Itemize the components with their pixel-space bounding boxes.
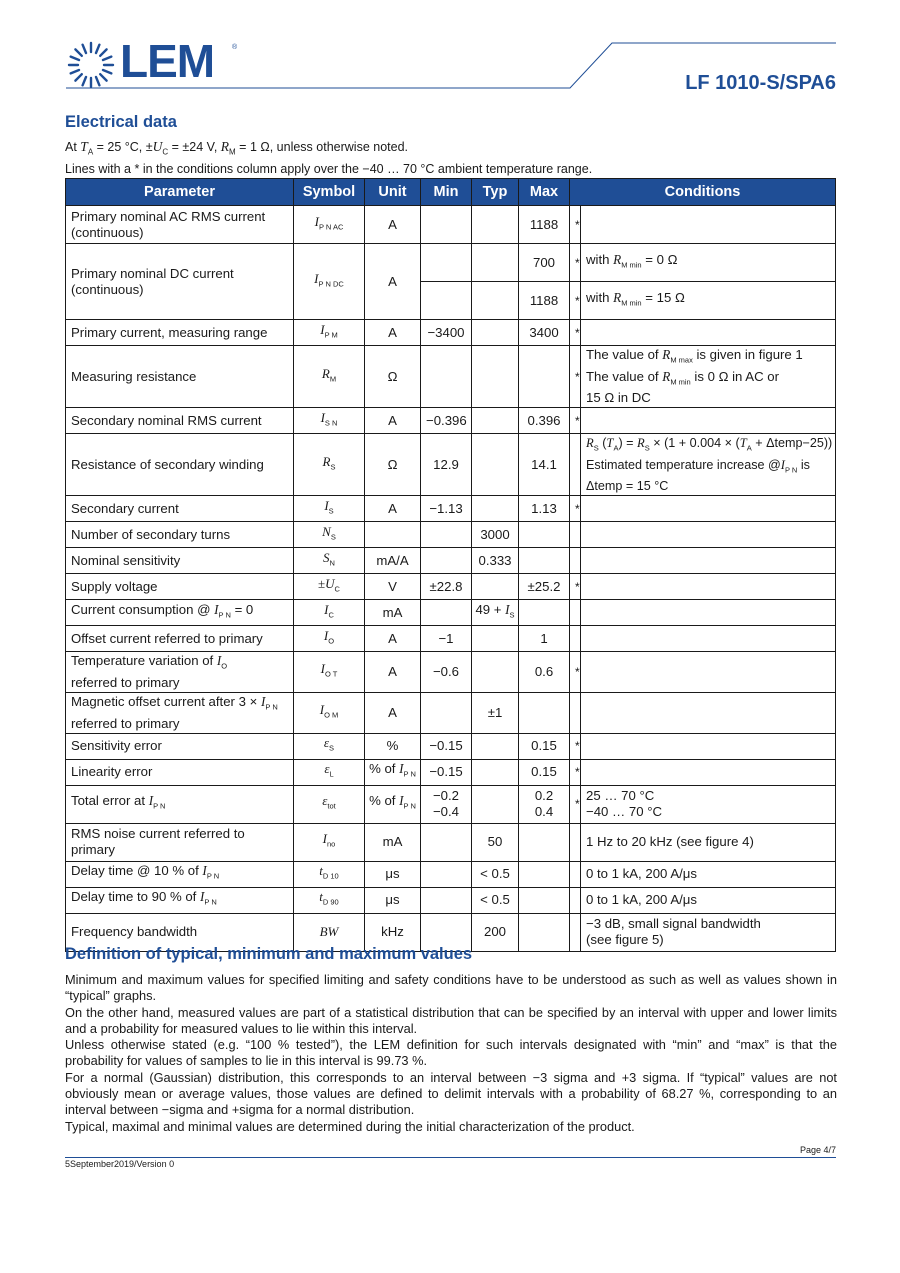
typ-cell [472,652,519,693]
table-row [66,785,836,823]
unit-cell: A [365,408,421,434]
intro-line-1: At $T_A = 25$ °C, $\pm U_C = \pm 24$ V, $R_M = 1$ Ω, unless otherwise noted. [65,139,408,157]
typ-cell: 3000 [472,522,519,548]
symbol-cell: $t_{D 10}$ [294,861,365,887]
unit-cell: A [365,626,421,652]
symbol-cell: $t_{D 90}$ [294,887,365,913]
star-cell: * [570,244,581,282]
min-cell [421,887,472,913]
conditions-cell [581,652,836,693]
col-header-min: Min [421,179,472,206]
max-cell [519,887,570,913]
table-row [66,733,836,759]
symbol-cell: $N_S$ [294,522,365,548]
star-cell: * [570,759,581,785]
page-number: Page 4/7 [799,1145,836,1155]
min-cell: −0.2 −0.4 [421,785,472,823]
max-cell: 0.6 [519,652,570,693]
star-cell [570,861,581,887]
col-header-typ: Typ [472,179,519,206]
typ-cell: ±1 [472,692,519,733]
table-row [66,887,836,913]
max-cell: 0.2 0.4 [519,785,570,823]
typ-cell [472,496,519,522]
max-cell: 1 [519,626,570,652]
unit-cell: % of $I_{P N}$ [365,785,421,823]
conditions-cell: with $R_{M min} = 0$ Ω [581,244,836,282]
max-cell: 0.15 [519,759,570,785]
param-cell: Nominal sensitivity [66,548,294,574]
conditions-cell [581,206,836,244]
star-cell: * [570,496,581,522]
table-row [66,244,836,282]
col-header-max: Max [519,179,570,206]
unit-cell: kHz [365,913,421,951]
unit-cell: μs [365,861,421,887]
unit-cell: Ω [365,434,421,496]
definition-paragraph: Unless otherwise stated (e.g. “100 % tested”), the LEM definition for such intervals designated with “min” and “max” is that the probability for values of samples to lie in this interval is 99.73 %. [65,1037,837,1069]
param-cell: Delay time to 90 % of $I_{P N}$ [66,887,294,913]
section-title-electrical: Electrical data [65,113,177,131]
conditions-cell [581,522,836,548]
symbol-cell: $I_O$ [294,626,365,652]
logo-text: LEM [120,35,215,87]
intro-line-2: Lines with a * in the conditions column apply over the −40 … 70 °C ambient temperature range. [65,161,593,176]
star-cell: * [570,346,581,408]
symbol-cell: $I_{S N}$ [294,408,365,434]
electrical-data-table [65,178,836,952]
min-cell [421,600,472,626]
col-header-unit: Unit [365,179,421,206]
typ-cell [472,733,519,759]
star-cell [570,434,581,496]
symbol-cell: $S_N$ [294,548,365,574]
min-cell: −3400 [421,320,472,346]
param-cell: Number of secondary turns [66,522,294,548]
unit-cell: A [365,496,421,522]
unit-cell: mA/A [365,548,421,574]
max-cell: 700 [519,244,570,282]
star-cell [570,823,581,861]
definition-paragraph: Minimum and maximum values for specified limiting and safety conditions have to be understood as such as well as values shown in “typical” graphs. [65,972,837,1004]
min-cell [421,282,472,320]
col-header-conditions: Conditions [570,179,836,206]
typ-cell [472,346,519,408]
min-cell [421,244,472,282]
min-cell: −0.6 [421,652,472,693]
version-info: 5September2019/Version 0 [65,1159,175,1169]
typ-cell: 0.333 [472,548,519,574]
min-cell [421,861,472,887]
param-cell: Sensitivity error [66,733,294,759]
conditions-cell: 0 to 1 kA, 200 A/μs [581,861,836,887]
conditions-cell [581,626,836,652]
conditions-cell [581,548,836,574]
min-cell: −1.13 [421,496,472,522]
unit-cell: A [365,244,421,320]
table-header-row [66,179,836,206]
typ-cell [472,408,519,434]
param-cell: Delay time @ 10 % of $I_{P N}$ [66,861,294,887]
symbol-cell: $I_{O M}$ [294,692,365,733]
table-row [66,346,836,408]
footer-divider [65,1157,836,1158]
typ-cell: < 0.5 [472,887,519,913]
param-cell: RMS noise current referred to primary [66,823,294,861]
table-row [66,548,836,574]
conditions-cell [581,320,836,346]
symbol-cell: BW [294,913,365,951]
typ-cell [472,759,519,785]
col-header-parameter: Parameter [66,179,294,206]
param-cell: Offset current referred to primary [66,626,294,652]
table-row [66,320,836,346]
typ-cell [472,574,519,600]
param-cell: Linearity error [66,759,294,785]
max-cell: 1.13 [519,496,570,522]
section-title-definition: Definition of typical, minimum and maximum values [65,945,473,963]
registered-mark: ® [232,44,238,51]
symbol-cell: $I_{P M}$ [294,320,365,346]
document-title: LF 1010-S/SPA6 [685,72,836,94]
symbol-cell: $I_{P N DC}$ [294,244,365,320]
typ-cell: < 0.5 [472,861,519,887]
typ-cell [472,206,519,244]
max-cell [519,823,570,861]
conditions-cell [581,600,836,626]
conditions-cell [581,692,836,733]
table-row [66,692,836,733]
typ-cell: 200 [472,913,519,951]
min-cell: 12.9 [421,434,472,496]
typ-cell [472,434,519,496]
typ-cell [472,626,519,652]
param-cell: Measuring resistance [66,346,294,408]
table-row [66,434,836,496]
conditions-cell: with $R_{M min} = 15$ Ω [581,282,836,320]
unit-cell: % [365,733,421,759]
symbol-cell: $I_S$ [294,496,365,522]
table-row [66,626,836,652]
symbol-cell: $\pm U_C$ [294,574,365,600]
symbol-cell: $\varepsilon_L$ [294,759,365,785]
min-cell [421,206,472,244]
conditions-cell: The value of $R_{M max}$ is given in figure 1 The value of $R_{M min}$ is 0 Ω in AC or 15 Ω in DC [581,346,836,408]
star-cell: * [570,574,581,600]
intro-conditions [65,139,845,177]
max-cell: 0.396 [519,408,570,434]
max-cell [519,692,570,733]
star-cell: * [570,785,581,823]
star-cell: * [570,733,581,759]
min-cell [421,823,472,861]
max-cell: 14.1 [519,434,570,496]
conditions-cell [581,496,836,522]
max-cell: 0.15 [519,733,570,759]
unit-cell: A [365,206,421,244]
max-cell [519,861,570,887]
star-cell: * [570,282,581,320]
min-cell [421,346,472,408]
max-cell: 3400 [519,320,570,346]
conditions-cell [581,574,836,600]
unit-cell: μs [365,887,421,913]
star-cell [570,600,581,626]
param-cell: Total error at $I_{P N}$ [66,785,294,823]
typ-cell [472,785,519,823]
param-cell: Primary current, measuring range [66,320,294,346]
param-cell: Resistance of secondary winding [66,434,294,496]
min-cell: −1 [421,626,472,652]
max-cell: ±25.2 [519,574,570,600]
table-row [66,823,836,861]
min-cell [421,692,472,733]
col-header-symbol: Symbol [294,179,365,206]
param-cell: Secondary nominal RMS current [66,408,294,434]
min-cell: −0.15 [421,759,472,785]
symbol-cell: $R_M$ [294,346,365,408]
min-cell [421,548,472,574]
min-cell: −0.396 [421,408,472,434]
param-cell: Magnetic offset current after $3 \times I_{P N}$ referred to primary [66,692,294,733]
definition-paragraph: For a normal (Gaussian) distribution, this corresponds to an interval between −3 sigma and +3 sigma. If “typical” values are not obviously mean or average values, those values are defined to delimit intervals with a probability of 68.27 %, corresponding to an interval between −sigma and +sigma for a normal distribution. [65,1069,837,1118]
unit-cell: mA [365,600,421,626]
max-cell [519,913,570,951]
symbol-cell: $\varepsilon_S$ [294,733,365,759]
star-cell [570,887,581,913]
unit-cell [365,522,421,548]
max-cell [519,600,570,626]
typ-cell: 50 [472,823,519,861]
conditions-cell: $R_S$ $(T_A) = R_S \times (1 + 0.004 \times (T_A$ + Δtemp−25)) Estimated temperature increase $@I_{P N}$ is Δtemp = 15 °C [581,434,836,496]
param-cell: Primary nominal AC RMS current (continuous) [66,206,294,244]
unit-cell: A [365,692,421,733]
typ-cell: $49 + I_S$ [472,600,519,626]
unit-cell: Ω [365,346,421,408]
max-cell [519,548,570,574]
unit-cell: V [365,574,421,600]
conditions-cell: 0 to 1 kA, 200 A/μs [581,887,836,913]
symbol-cell: $R_S$ [294,434,365,496]
typ-cell [472,282,519,320]
star-cell: * [570,320,581,346]
conditions-cell: 1 Hz to 20 kHz (see figure 4) [581,823,836,861]
star-cell [570,548,581,574]
star-cell: * [570,408,581,434]
min-cell: −0.15 [421,733,472,759]
conditions-cell: 25 … 70 °C −40 … 70 °C [581,785,836,823]
conditions-cell [581,759,836,785]
conditions-cell [581,733,836,759]
symbol-cell: $I_{P N AC}$ [294,206,365,244]
max-cell: 1188 [519,282,570,320]
star-cell: * [570,206,581,244]
symbol-cell: $I_{no}$ [294,823,365,861]
table-row [66,206,836,244]
param-cell: Secondary current [66,496,294,522]
min-cell [421,522,472,548]
max-cell [519,346,570,408]
star-cell [570,626,581,652]
symbol-cell: $I_C$ [294,600,365,626]
symbol-cell: $\varepsilon_{tot}$ [294,785,365,823]
param-cell: Primary nominal DC current (continuous) [66,244,294,320]
conditions-cell: −3 dB, small signal bandwidth (see figure 5) [581,913,836,951]
table-row [66,408,836,434]
typ-cell [472,244,519,282]
table-row [66,759,836,785]
star-cell [570,692,581,733]
unit-cell: mA [365,823,421,861]
table-row [66,861,836,887]
param-cell: Supply voltage [66,574,294,600]
unit-cell: A [365,320,421,346]
symbol-cell: $I_{O T}$ [294,652,365,693]
max-cell: 1188 [519,206,570,244]
definition-paragraph: On the other hand, measured values are part of a statistical distribution that can be specified by an interval with upper and lower limits and a probability for measured values to lie within this interval. [65,1004,837,1036]
table-row [66,652,836,693]
unit-cell: A [365,652,421,693]
typ-cell [472,320,519,346]
definition-body [65,972,837,1135]
star-cell: * [570,652,581,693]
table-row [66,600,836,626]
param-cell: Frequency bandwidth [66,913,294,951]
min-cell: ±22.8 [421,574,472,600]
star-cell [570,913,581,951]
star-cell [570,522,581,548]
table-row [66,574,836,600]
table-row [66,496,836,522]
param-cell: Temperature variation of $I_O$ referred to primary [66,652,294,693]
max-cell [519,522,570,548]
param-cell: Current consumption @ $I_{P N} = 0$ [66,600,294,626]
unit-cell: % of $I_{P N}$ [365,759,421,785]
conditions-cell [581,408,836,434]
table-row [66,522,836,548]
definition-paragraph: Typical, maximal and minimal values are determined during the initial characterization of the product. [65,1118,635,1134]
